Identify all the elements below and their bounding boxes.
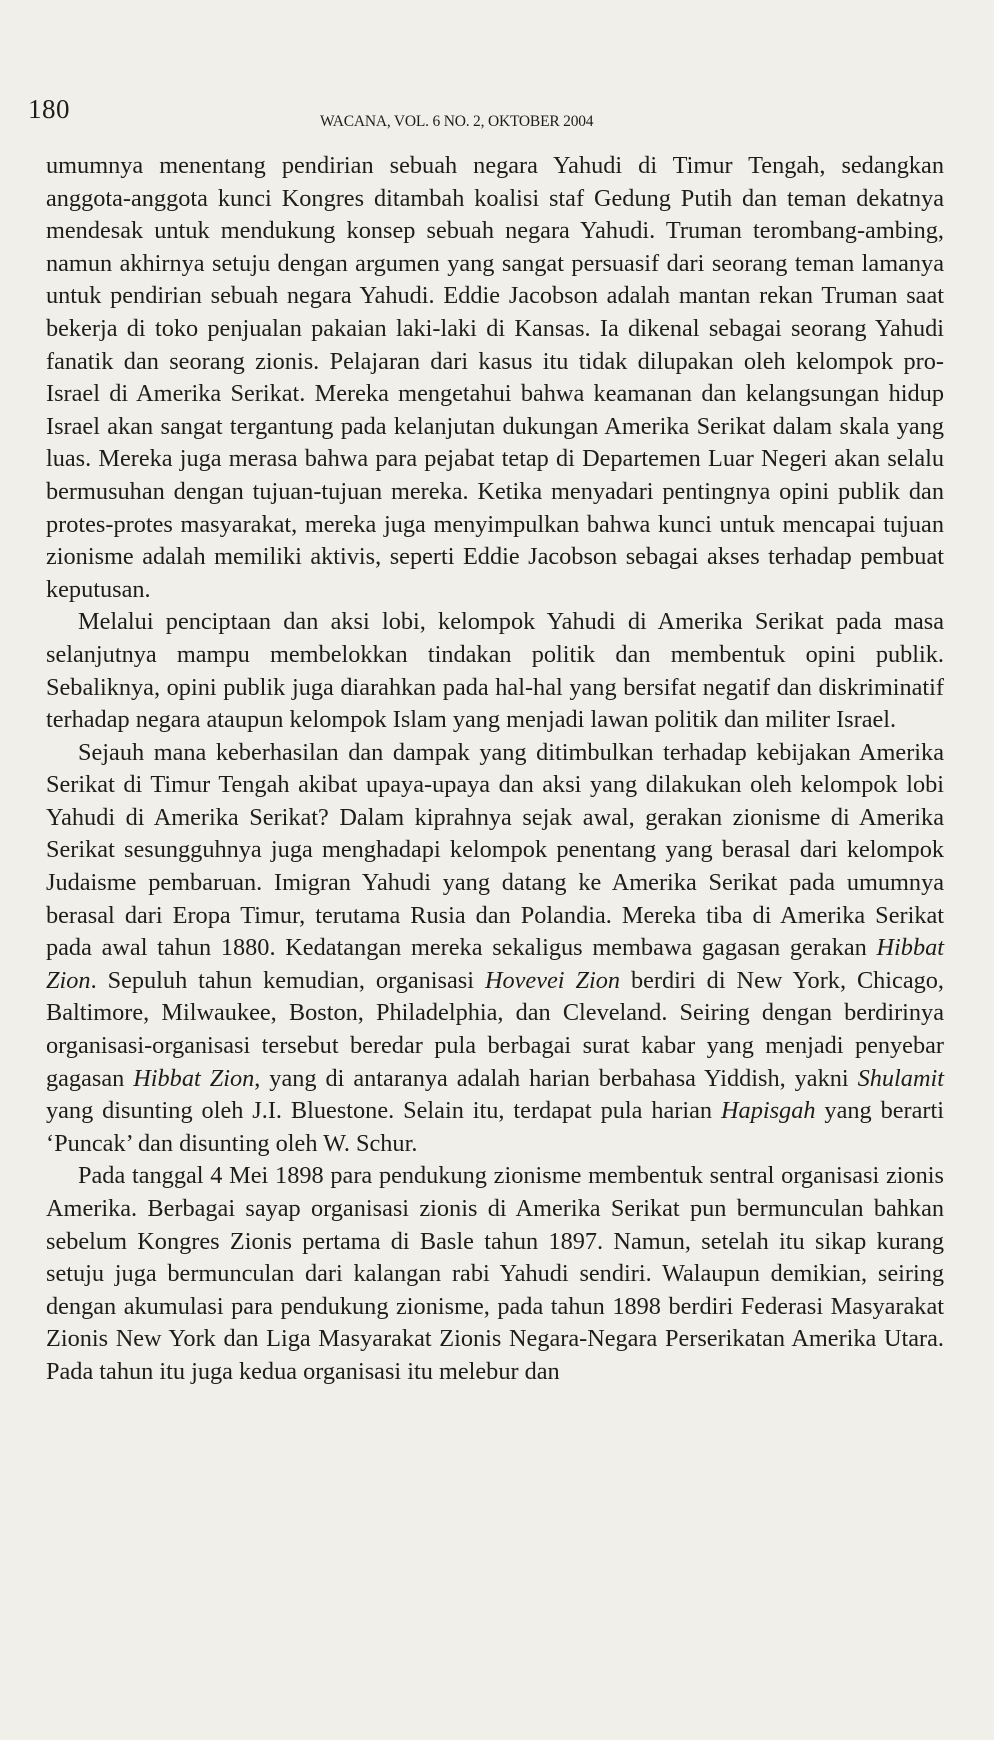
paragraph-3-text: Sejauh mana keberhasilan dan dampak yang ditimbulkan terhadap kebijakan Amerika Serikat di Timur Tengah akibat upaya-upaya dan aksi yang dilakukan oleh kelompok lobi Yahudi di Amerika Serikat? Dalam kiprahnya sejak awal, gerakan zionisme di Amerika Serikat sesungguhnya juga menghadapi kelompok penentang yang berasal dari kelompok Judaisme pembaruan. Imigran Yahudi yang datang ke Amerika Serikat pada umumnya berasal dari Eropa Timur, terutama Rusia dan Polandia. Mereka tiba di Amerika Serikat pada awal tahun 1880. Kedatangan mereka sekaligus membawa gagasan gerakan [46,738,944,962]
paragraph-3-text: berdiri di New York, Chicago, Baltimore, Milwaukee, Boston, Philadelphia, dan Cleveland. Seiring dengan berdirinya organisasi-organisasi tersebut beredar pula berbagai surat kabar yang menjadi penyebar gagasan [46,966,945,1092]
paragraph-3-text: . Sepuluh tahun kemudian, organisasi [90,966,485,994]
paragraph-4: Pada tanggal 4 Mei 1898 para pendukung zionisme membentuk sentral organisasi zionis Amerika. Berbagai sayap organisasi zionis di Amerika Serikat pun bermunculan bahkan sebelum Kongres Zionis pertama di Basle tahun 1897. Namun, setelah itu sikap kurang setuju juga bermunculan dari kalangan rabi Yahudi sendiri. Walaupun demikian, seiring dengan akumulasi para pendukung zionisme, pada tahun 1898 berdiri Federasi Masyarakat Zionis New York dan Liga Masyarakat Zionis Negara-Negara Perserikatan Amerika Utara. Pada tahun itu juga kedua organisasi itu melebur dan [46,1162,944,1385]
running-head: WACANA, VOL. 6 NO. 2, OKTOBER 2004 [320,113,594,130]
term-hovevei-zion: Hovevei Zion [484,966,621,994]
paragraph-3-text: yang disunting oleh J.I. Bluestone. Selain itu, terdapat pula harian [46,1097,721,1125]
paragraph-3 [46,737,944,1161]
term-hibbat-zion: Hibbat Zion [46,934,944,994]
term-hibbat-zion: Hibbat Zion [133,1064,255,1092]
paragraph-1: umumnya menentang pendirian sebuah negara Yahudi di Timur Tengah, sedangkan anggota-anggota kunci Kongres ditambah koalisi staf Gedung Putih dan teman dekatnya mendesak untuk mendukung konsep sebuah negara Yahudi. Truman terombang-ambing, namun akhirnya setuju dengan argumen yang sangat persuasif dari seorang teman lamanya untuk pendirian sebuah negara Yahudi. Eddie Jacobson adalah mantan rekan Truman saat bekerja di toko penjualan pakaian laki-laki di Kansas. Ia dikenal sebagai seorang Yahudi fanatik dan seorang zionis. Pelajaran dari kasus itu tidak dilupakan oleh kelompok pro-Israel di Amerika Serikat. Mereka mengetahui bahwa keamanan dan kelangsungan hidup Israel akan sangat tergantung pada kelanjutan dukungan Amerika Serikat dalam skala yang luas. Mereka juga merasa bahwa para pejabat tetap di Departemen Luar Negeri akan selalu bermusuhan dengan tujuan-tujuan mereka. Ketika menyadari pentingnya opini publik dan protes-protes masyarakat, mereka juga menyimpulkan bahwa kunci untuk mencapai tujuan zionisme adalah memiliki aktivis, seperti Eddie Jacobson sebagai akses terhadap pembuat keputusan. [46,152,944,603]
page-number: 180 [28,94,70,124]
paragraph-3-text: yang berarti ‘Puncak’ dan disunting oleh W. Schur. [46,1097,944,1157]
term-hapisgah: Hapisgah [721,1097,816,1125]
paragraph-3-text: , yang di antaranya adalah harian berbahasa Yiddish, yakni [254,1064,858,1092]
paragraph-2: Melalui penciptaan dan aksi lobi, kelompok Yahudi di Amerika Serikat pada masa selanjutnya mampu membelokkan tindakan politik dan membentuk opini publik. Sebaliknya, opini publik juga diarahkan pada hal-hal yang bersifat negatif dan diskriminatif terhadap negara ataupun kelompok Islam yang menjadi lawan politik dan militer Israel. [46,608,944,734]
term-shulamit: Shulamit [857,1064,945,1092]
article-body [46,150,944,1389]
